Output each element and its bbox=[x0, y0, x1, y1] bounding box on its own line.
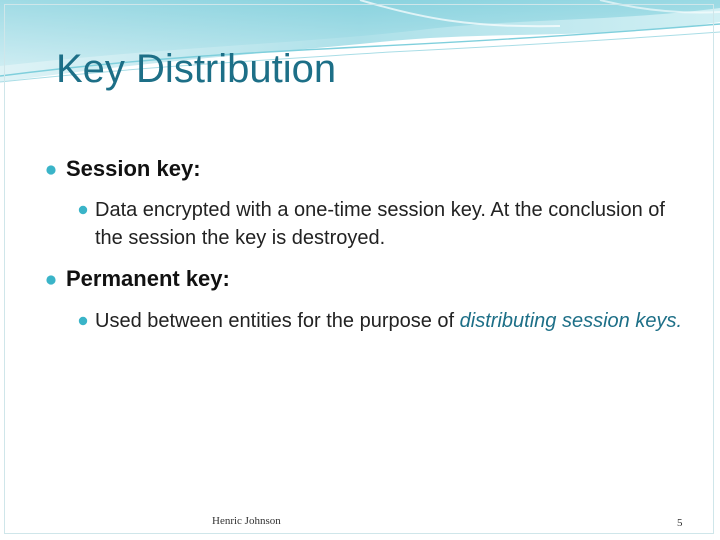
slide-title: Key Distribution bbox=[56, 47, 337, 91]
emphasized-text-period: . bbox=[676, 309, 683, 332]
teal-circle-bullet-icon bbox=[78, 205, 88, 215]
sub-bullet-permanent-key-description bbox=[78, 307, 684, 335]
sub-bullet-text: Data encrypted with a one-time session key. At the conclusion of the session the key is destroyed. bbox=[95, 199, 665, 250]
teal-circle-bullet-icon bbox=[78, 316, 88, 326]
bullet-list bbox=[44, 156, 684, 335]
footer-author: Henric Johnson bbox=[212, 515, 281, 527]
bullet-item-session-key bbox=[44, 156, 684, 182]
page-number: 5 bbox=[677, 517, 683, 529]
bullet-item-permanent-key bbox=[44, 266, 684, 292]
sub-bullet-text: Used between entities for the purpose of bbox=[95, 309, 460, 332]
bullet-heading: Session key: bbox=[66, 156, 201, 181]
teal-circle-bullet-icon bbox=[46, 165, 56, 175]
teal-circle-bullet-icon bbox=[46, 275, 56, 285]
bullet-heading: Permanent key: bbox=[66, 266, 230, 292]
sub-bullet-session-key-description bbox=[78, 196, 684, 252]
emphasized-text: distributing session keys bbox=[459, 309, 677, 332]
